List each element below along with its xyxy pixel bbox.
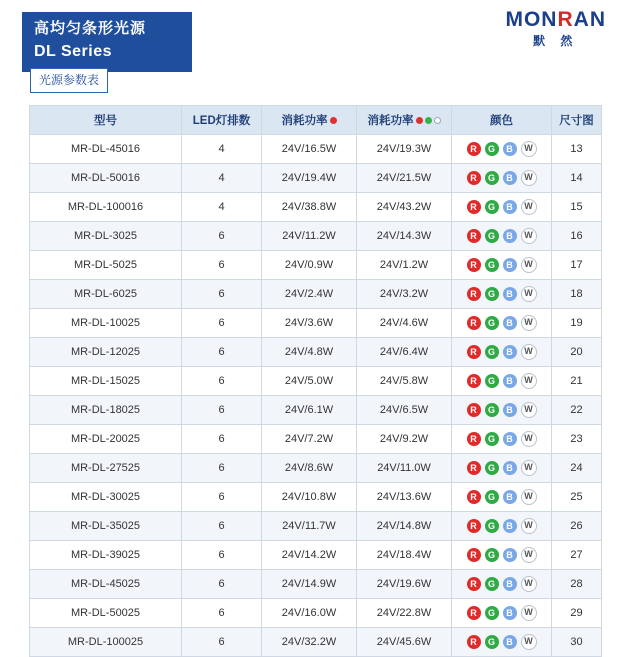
cell-power-1: 24V/10.8W [262, 483, 357, 512]
cell-color [452, 251, 552, 280]
color-chip-w-icon: W [521, 344, 537, 360]
color-chip-g-icon: G [485, 316, 499, 330]
color-chip-group [453, 286, 550, 302]
color-chip-r-icon: R [467, 200, 481, 214]
color-chip-w-icon: W [521, 634, 537, 650]
cell-power-2: 24V/6.5W [357, 396, 452, 425]
cell-model: MR-DL-35025 [30, 512, 182, 541]
cell-color [452, 454, 552, 483]
table-body [30, 135, 602, 657]
cell-dimension: 27 [552, 541, 602, 570]
color-chip-w-icon: W [521, 286, 537, 302]
color-chip-r-icon: R [467, 403, 481, 417]
table-row [30, 367, 602, 396]
cell-model: MR-DL-15025 [30, 367, 182, 396]
cell-color [452, 193, 552, 222]
color-chip-r-icon: R [467, 519, 481, 533]
cell-model: MR-DL-100025 [30, 628, 182, 657]
cell-model: MR-DL-3025 [30, 222, 182, 251]
spec-table-wrapper [29, 105, 601, 657]
header-power-2-label: 消耗功率 [367, 115, 414, 127]
product-title-cn: 高均匀条形光源 [34, 20, 147, 37]
table-row [30, 251, 602, 280]
color-chip-g-icon: G [485, 200, 499, 214]
cell-dimension: 26 [552, 512, 602, 541]
cell-leds: 6 [182, 483, 262, 512]
cell-leds: 6 [182, 599, 262, 628]
color-chip-r-icon: R [467, 258, 481, 272]
color-chip-b-icon: B [503, 548, 517, 562]
color-chip-group [453, 257, 550, 273]
cell-dimension: 15 [552, 193, 602, 222]
cell-power-2: 24V/19.3W [357, 135, 452, 164]
cell-color [452, 280, 552, 309]
cell-power-2: 24V/5.8W [357, 367, 452, 396]
color-chip-b-icon: B [503, 374, 517, 388]
color-chip-w-icon: W [521, 199, 537, 215]
color-chip-r-icon: R [467, 461, 481, 475]
color-chip-w-icon: W [521, 576, 537, 592]
brand-name-part2: AN [573, 8, 606, 31]
cell-dimension: 24 [552, 454, 602, 483]
color-chip-w-icon: W [521, 431, 537, 447]
cell-dimension: 21 [552, 367, 602, 396]
color-chip-group [453, 547, 550, 563]
color-chip-group [453, 576, 550, 592]
cell-color [452, 396, 552, 425]
cell-color [452, 599, 552, 628]
cell-dimension: 16 [552, 222, 602, 251]
color-chip-w-icon: W [521, 170, 537, 186]
cell-dimension: 28 [552, 570, 602, 599]
header-power-2 [357, 106, 452, 135]
cell-dimension: 18 [552, 280, 602, 309]
color-chip-g-icon: G [485, 519, 499, 533]
table-row [30, 599, 602, 628]
cell-model: MR-DL-50025 [30, 599, 182, 628]
color-chip-r-icon: R [467, 374, 481, 388]
header-power-1 [262, 106, 357, 135]
color-chip-g-icon: G [485, 403, 499, 417]
cell-color [452, 628, 552, 657]
color-chip-b-icon: B [503, 635, 517, 649]
cell-dimension: 23 [552, 425, 602, 454]
cell-power-1: 24V/32.2W [262, 628, 357, 657]
cell-power-2: 24V/22.8W [357, 599, 452, 628]
cell-dimension: 20 [552, 338, 602, 367]
table-row [30, 454, 602, 483]
cell-color [452, 367, 552, 396]
cell-power-2: 24V/14.8W [357, 512, 452, 541]
white-dot-icon [434, 117, 441, 124]
color-chip-g-icon: G [485, 548, 499, 562]
cell-leds: 6 [182, 454, 262, 483]
cell-power-2: 24V/43.2W [357, 193, 452, 222]
cell-dimension: 30 [552, 628, 602, 657]
color-chip-group [453, 199, 550, 215]
cell-model: MR-DL-6025 [30, 280, 182, 309]
cell-leds: 6 [182, 338, 262, 367]
cell-power-1: 24V/14.9W [262, 570, 357, 599]
red-dot-icon [330, 117, 337, 124]
cell-dimension: 29 [552, 599, 602, 628]
color-chip-b-icon: B [503, 577, 517, 591]
cell-model: MR-DL-12025 [30, 338, 182, 367]
color-chip-g-icon: G [485, 345, 499, 359]
cell-dimension: 19 [552, 309, 602, 338]
cell-leds: 6 [182, 570, 262, 599]
color-chip-b-icon: B [503, 171, 517, 185]
color-chip-w-icon: W [521, 460, 537, 476]
cell-model: MR-DL-30025 [30, 483, 182, 512]
color-chip-group [453, 431, 550, 447]
cell-power-2: 24V/1.2W [357, 251, 452, 280]
brand-name [505, 8, 606, 32]
green-dot-icon [425, 117, 432, 124]
color-chip-w-icon: W [521, 547, 537, 563]
color-chip-group [453, 460, 550, 476]
color-chip-w-icon: W [521, 315, 537, 331]
table-row [30, 164, 602, 193]
cell-leds: 6 [182, 222, 262, 251]
cell-model: MR-DL-100016 [30, 193, 182, 222]
table-row [30, 425, 602, 454]
color-chip-b-icon: B [503, 490, 517, 504]
color-chip-r-icon: R [467, 142, 481, 156]
cell-dimension: 14 [552, 164, 602, 193]
table-row [30, 193, 602, 222]
color-chip-group [453, 373, 550, 389]
table-row [30, 396, 602, 425]
color-chip-b-icon: B [503, 229, 517, 243]
cell-power-1: 24V/4.8W [262, 338, 357, 367]
cell-model: MR-DL-45016 [30, 135, 182, 164]
header-color: 颜色 [452, 106, 552, 135]
color-chip-w-icon: W [521, 518, 537, 534]
cell-leds: 4 [182, 135, 262, 164]
cell-power-1: 24V/38.8W [262, 193, 357, 222]
cell-leds: 6 [182, 396, 262, 425]
color-chip-r-icon: R [467, 432, 481, 446]
table-row [30, 570, 602, 599]
color-chip-r-icon: R [467, 171, 481, 185]
header-power-1-label: 消耗功率 [281, 115, 328, 127]
cell-color [452, 483, 552, 512]
color-chip-w-icon: W [521, 228, 537, 244]
color-chip-r-icon: R [467, 577, 481, 591]
color-chip-b-icon: B [503, 142, 517, 156]
color-chip-g-icon: G [485, 142, 499, 156]
cell-power-2: 24V/11.0W [357, 454, 452, 483]
cell-color [452, 309, 552, 338]
cell-color [452, 135, 552, 164]
cell-dimension: 25 [552, 483, 602, 512]
cell-power-1: 24V/19.4W [262, 164, 357, 193]
cell-leds: 6 [182, 367, 262, 396]
color-chip-w-icon: W [521, 489, 537, 505]
color-chip-g-icon: G [485, 229, 499, 243]
color-chip-w-icon: W [521, 141, 537, 157]
brand-logo [505, 8, 606, 49]
color-chip-g-icon: G [485, 258, 499, 272]
cell-power-2: 24V/19.6W [357, 570, 452, 599]
cell-leds: 6 [182, 541, 262, 570]
color-chip-group [453, 228, 550, 244]
cell-power-2: 24V/3.2W [357, 280, 452, 309]
color-chip-group [453, 141, 550, 157]
cell-power-1: 24V/2.4W [262, 280, 357, 309]
cell-power-2: 24V/14.3W [357, 222, 452, 251]
table-row [30, 222, 602, 251]
cell-power-1: 24V/11.2W [262, 222, 357, 251]
color-chip-w-icon: W [521, 605, 537, 621]
color-chip-g-icon: G [485, 287, 499, 301]
cell-power-1: 24V/11.7W [262, 512, 357, 541]
header-leds: LED灯排数 [182, 106, 262, 135]
color-chip-r-icon: R [467, 635, 481, 649]
cell-power-2: 24V/18.4W [357, 541, 452, 570]
table-row [30, 628, 602, 657]
color-chip-w-icon: W [521, 402, 537, 418]
table-row [30, 280, 602, 309]
cell-color [452, 541, 552, 570]
color-chip-g-icon: G [485, 432, 499, 446]
red-dot-icon [416, 117, 423, 124]
cell-color [452, 425, 552, 454]
cell-model: MR-DL-27525 [30, 454, 182, 483]
brand-name-accent: R [557, 8, 574, 31]
cell-color [452, 338, 552, 367]
cell-dimension: 22 [552, 396, 602, 425]
cell-model: MR-DL-18025 [30, 396, 182, 425]
cell-power-1: 24V/3.6W [262, 309, 357, 338]
cell-power-2: 24V/9.2W [357, 425, 452, 454]
cell-power-1: 24V/16.0W [262, 599, 357, 628]
color-chip-group [453, 402, 550, 418]
section-label: 光源参数表 [30, 68, 108, 93]
cell-leds: 6 [182, 512, 262, 541]
cell-leds: 4 [182, 164, 262, 193]
cell-power-2: 24V/45.6W [357, 628, 452, 657]
table-head [30, 106, 602, 135]
cell-power-1: 24V/14.2W [262, 541, 357, 570]
color-chip-g-icon: G [485, 490, 499, 504]
cell-model: MR-DL-20025 [30, 425, 182, 454]
cell-power-2: 24V/21.5W [357, 164, 452, 193]
color-chip-b-icon: B [503, 461, 517, 475]
color-chip-g-icon: G [485, 171, 499, 185]
color-chip-group [453, 489, 550, 505]
cell-model: MR-DL-39025 [30, 541, 182, 570]
color-chip-g-icon: G [485, 635, 499, 649]
cell-power-1: 24V/5.0W [262, 367, 357, 396]
cell-color [452, 222, 552, 251]
cell-power-2: 24V/4.6W [357, 309, 452, 338]
cell-power-2: 24V/6.4W [357, 338, 452, 367]
cell-power-2: 24V/13.6W [357, 483, 452, 512]
cell-power-1: 24V/8.6W [262, 454, 357, 483]
cell-model: MR-DL-10025 [30, 309, 182, 338]
color-chip-b-icon: B [503, 258, 517, 272]
cell-power-1: 24V/0.9W [262, 251, 357, 280]
table-row [30, 512, 602, 541]
color-chip-b-icon: B [503, 519, 517, 533]
table-header-row [30, 106, 602, 135]
cell-dimension: 13 [552, 135, 602, 164]
brand-name-cn: 默 然 [533, 34, 579, 48]
color-chip-group [453, 605, 550, 621]
cell-leds: 6 [182, 251, 262, 280]
product-title-box [22, 12, 192, 72]
cell-power-1: 24V/7.2W [262, 425, 357, 454]
color-chip-r-icon: R [467, 287, 481, 301]
table-row [30, 541, 602, 570]
color-chip-b-icon: B [503, 345, 517, 359]
table-row [30, 135, 602, 164]
cell-leds: 6 [182, 425, 262, 454]
color-chip-r-icon: R [467, 345, 481, 359]
table-row [30, 309, 602, 338]
color-chip-r-icon: R [467, 548, 481, 562]
cell-color [452, 512, 552, 541]
table-row [30, 483, 602, 512]
color-chip-b-icon: B [503, 200, 517, 214]
cell-power-1: 24V/16.5W [262, 135, 357, 164]
color-chip-r-icon: R [467, 606, 481, 620]
cell-model: MR-DL-5025 [30, 251, 182, 280]
color-chip-w-icon: W [521, 257, 537, 273]
cell-leds: 6 [182, 628, 262, 657]
color-chip-b-icon: B [503, 316, 517, 330]
cell-leds: 6 [182, 280, 262, 309]
color-chip-g-icon: G [485, 461, 499, 475]
color-chip-g-icon: G [485, 606, 499, 620]
cell-color [452, 570, 552, 599]
product-title-en: DL Series [34, 43, 113, 60]
color-chip-g-icon: G [485, 374, 499, 388]
color-chip-b-icon: B [503, 287, 517, 301]
color-chip-group [453, 634, 550, 650]
color-chip-group [453, 170, 550, 186]
color-chip-group [453, 344, 550, 360]
cell-leds: 6 [182, 309, 262, 338]
cell-dimension: 17 [552, 251, 602, 280]
color-chip-group [453, 518, 550, 534]
color-chip-group [453, 315, 550, 331]
color-chip-b-icon: B [503, 432, 517, 446]
cell-power-1: 24V/6.1W [262, 396, 357, 425]
table-row [30, 338, 602, 367]
cell-model: MR-DL-45025 [30, 570, 182, 599]
color-chip-r-icon: R [467, 316, 481, 330]
spec-table [29, 105, 602, 657]
color-chip-r-icon: R [467, 229, 481, 243]
header-dimension: 尺寸图 [552, 106, 602, 135]
color-chip-b-icon: B [503, 403, 517, 417]
color-chip-r-icon: R [467, 490, 481, 504]
brand-name-part1: MON [505, 8, 558, 31]
header-model: 型号 [30, 106, 182, 135]
color-chip-b-icon: B [503, 606, 517, 620]
cell-leds: 4 [182, 193, 262, 222]
color-chip-g-icon: G [485, 577, 499, 591]
cell-color [452, 164, 552, 193]
color-chip-w-icon: W [521, 373, 537, 389]
cell-model: MR-DL-50016 [30, 164, 182, 193]
